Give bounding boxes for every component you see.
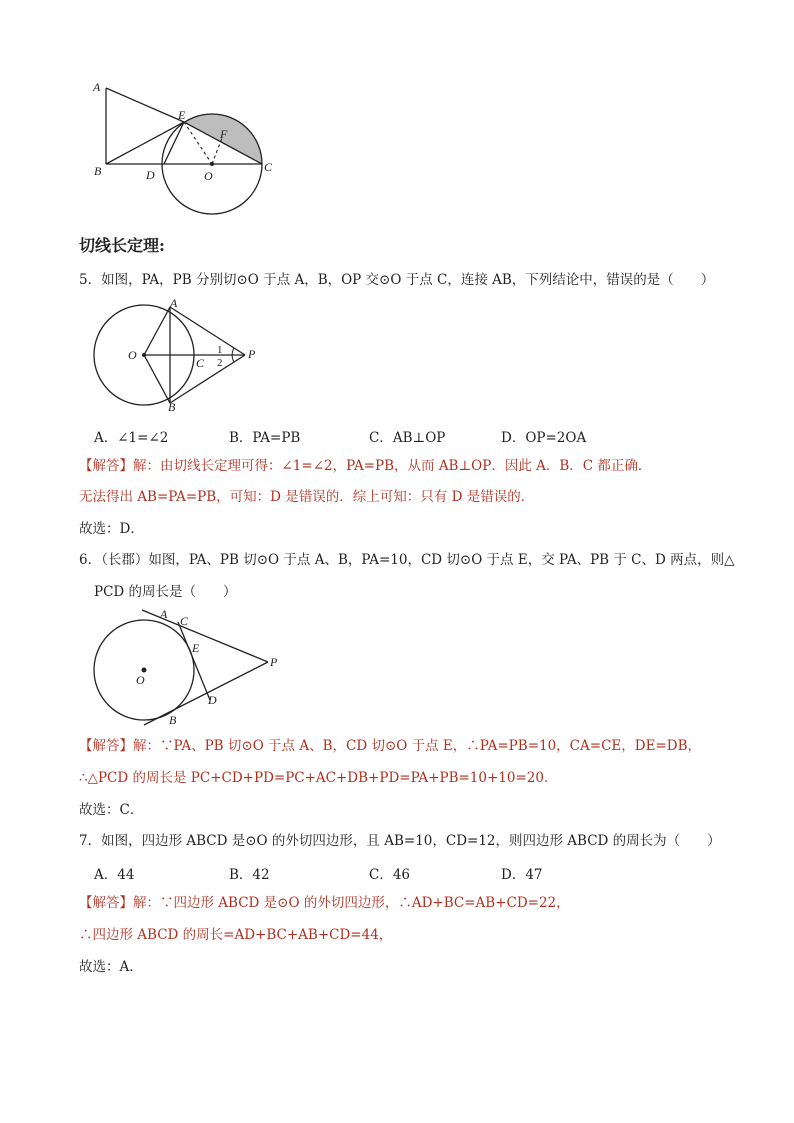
q7-answer-line1	[79, 894, 570, 912]
q6-answer-line1	[79, 737, 701, 755]
q6-answer-tag: 【解答】	[79, 738, 133, 754]
q5-option-b: B．PA=PB	[229, 430, 301, 446]
q5-stem: 5．如图，PA，PB 分别切⊙O 于点 A，B，OP 交⊙O 于点 C，连接 AB，下列结论中，错误的是（ ）	[79, 272, 715, 288]
q7-option-d: D．47	[501, 867, 543, 883]
q7-answer-text: 解：∵四边形 ABCD 是⊙O 的外切四边形，∴AD+BC=AB+CD=22，	[133, 895, 570, 911]
figure-q5	[90, 295, 270, 415]
q5-option-c: C．AB⊥OP	[369, 430, 446, 446]
q5-answer-line2: 无法得出 AB=PA=PB，可知：D 是错误的．综上可知：只有 D 是错误的．	[79, 489, 535, 505]
q7-answer-line2: ∴四边形 ABCD 的周长=AD+BC+AB+CD=44，	[79, 927, 393, 943]
q6-label-b: B	[169, 713, 177, 727]
q7-option-b: B．42	[229, 867, 270, 883]
q6-label-c: C	[180, 614, 189, 628]
q5-label-b: B	[168, 400, 176, 414]
q5-label-a: A	[170, 296, 178, 310]
q7-option-a: A．44	[94, 867, 135, 883]
q5-answer-line1	[79, 457, 651, 475]
q6-label-d: D	[208, 693, 217, 707]
figure-shaded-segment	[88, 76, 288, 221]
figure-q6	[90, 604, 290, 729]
q5-answer-tag: 【解答】	[79, 458, 133, 474]
q5-option-d: D．OP=2OA	[501, 430, 587, 446]
q5-option-a: A．∠1=∠2	[94, 430, 169, 446]
label-a: A	[93, 80, 101, 94]
q7-option-c: C．46	[369, 867, 411, 883]
q7-stem: 7．如图，四边形 ABCD 是⊙O 的外切四边形，且 AB=10，CD=12，则四边形 ABCD 的周长为（ ）	[79, 833, 721, 849]
q6-label-p: P	[270, 655, 278, 669]
label-f: F	[220, 127, 228, 141]
q5-label-p: P	[248, 347, 256, 361]
q5-label-1: 1	[217, 344, 223, 356]
label-b: B	[94, 164, 102, 178]
q5-label-o: O	[128, 348, 137, 362]
q6-stem-line1: 6．（长郡）如图，PA、PB 切⊙O 于点 A、B，PA=10，CD 切⊙O 于点 E，交 PA、PB 于 C、D 两点，则△	[79, 552, 735, 568]
q7-answer-tag: 【解答】	[79, 895, 133, 911]
q6-answer-text: 解：∵PA、PB 切⊙O 于点 A、B，CD 切⊙O 于点 E，∴PA=PB=10，CA=CE，DE=DB，	[133, 738, 701, 754]
q6-label-a: A	[160, 607, 168, 621]
label-o: O	[204, 169, 213, 183]
q6-label-o: O	[136, 673, 145, 687]
q7-choice: 故选：A．	[79, 959, 143, 975]
q6-answer-line2: ∴△PCD 的周长是 PC+CD+PD=PC+AC+DB+PD=PA+PB=10+10=20．	[79, 770, 558, 786]
q5-label-2: 2	[217, 357, 223, 369]
q5-choice: 故选：D．	[79, 521, 144, 537]
q6-choice: 故选：C．	[79, 802, 144, 818]
section-heading: 切线长定理:	[79, 236, 165, 255]
q6-label-e: E	[192, 641, 200, 655]
q6-stem-line2: PCD 的周长是（ ）	[94, 584, 237, 600]
q5-answer-text: 解：由切线长定理可得：∠1=∠2，PA=PB，从而 AB⊥OP．因此 A．B．C 都正确．	[133, 458, 652, 474]
q5-label-c: C	[196, 356, 205, 370]
label-c: C	[264, 160, 273, 174]
label-d: D	[146, 168, 155, 182]
label-e: E	[178, 108, 186, 122]
